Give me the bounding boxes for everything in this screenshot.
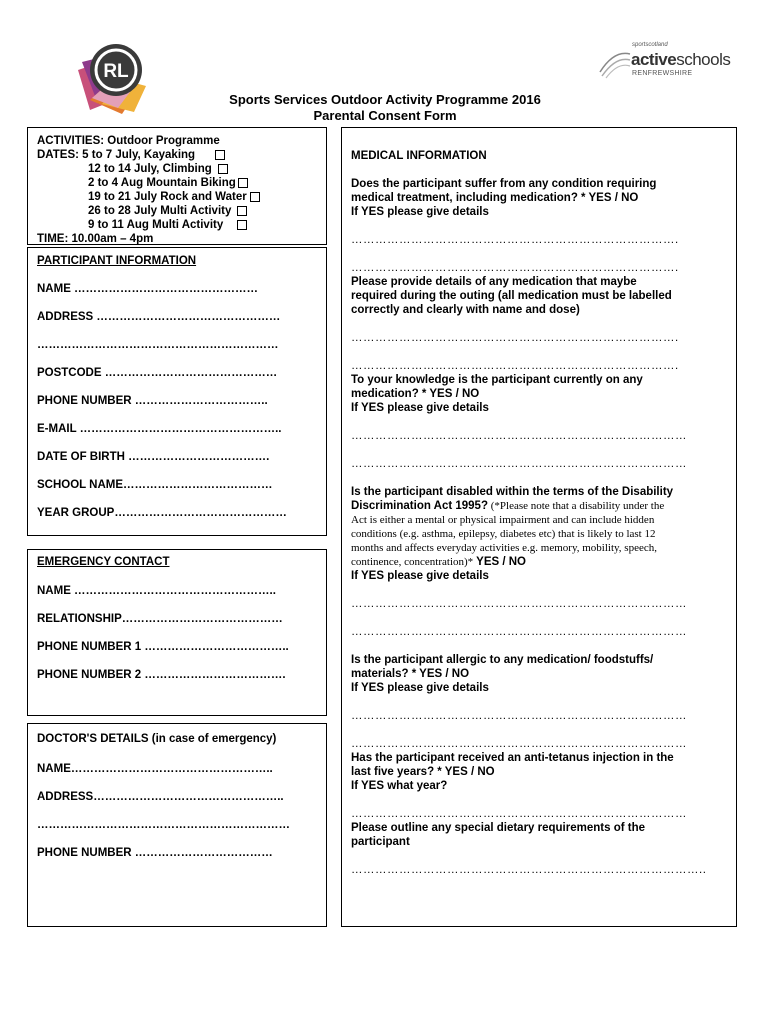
q4-line2 [351,500,664,512]
q5-line2: materials? * YES / NO [351,668,470,680]
q1-line3: If YES please give details [351,206,489,218]
q2-line1: Please provide details of any medication that maybe [351,276,637,288]
checkbox-rock-and-water[interactable] [250,192,260,202]
checkbox-kayaking[interactable] [215,150,225,160]
participant-school-field[interactable]: SCHOOL NAME………………………………… [37,479,273,491]
active-schools-region: RENFREWSHIRE [632,70,693,77]
checkbox-climbing[interactable] [218,164,228,174]
dates-row-0 [37,149,225,161]
active-schools-main-text [631,50,730,70]
q2-line2: required during the outing (all medication must be labelled [351,290,672,302]
q4-line2-bold: Discrimination Act 1995? [351,500,488,512]
dates-row-4 [88,205,247,217]
page-subtitle: Parental Consent Form [313,108,457,123]
q4-line6 [351,556,526,568]
q2-answer-line2[interactable]: ………………………………………………………………………. [351,360,679,372]
date-label-4: 26 to 28 July Multi Activity [88,205,232,217]
q3-answer-line2[interactable]: ………………………………………………………………………… [351,458,687,470]
q7-line2: participant [351,836,410,848]
q5-answer-line2[interactable]: ………………………………………………………………………… [351,738,687,750]
participant-email-field[interactable]: E-MAIL …………………………………………….. [37,423,282,435]
q5-line3: If YES please give details [351,682,489,694]
q4-line6-yesno: YES / NO [473,556,527,568]
emergency-name-field[interactable]: NAME …………………………………………….. [37,585,276,597]
participant-year-field[interactable]: YEAR GROUP……………………………………… [37,507,287,519]
q1-answer-line1[interactable]: ………………………………………………………………………. [351,234,679,246]
doctor-name-field[interactable]: NAME…………………………………………….. [37,763,273,775]
doctor-address-field[interactable]: ADDRESS………………………………………….. [37,791,284,803]
activities-section [27,127,327,245]
emergency-section [27,549,327,716]
q2-line3: correctly and clearly with name and dose) [351,304,580,316]
q6-answer-line[interactable]: ………………………………………………………………………… [351,808,687,820]
medical-heading: MEDICAL INFORMATION [351,150,487,162]
active-schools-small-text: sportscotland [632,42,668,48]
dates-row-2 [88,177,248,189]
checkbox-multi-activity-2[interactable] [237,220,247,230]
q6-line3: If YES what year? [351,780,448,792]
rl-logo-text: RL [103,61,129,82]
participant-address-line2[interactable]: ……………………………………………………… [37,339,279,351]
dates-row-1 [88,163,228,175]
q3-line3: If YES please give details [351,402,489,414]
q5-answer-line1[interactable]: ………………………………………………………………………… [351,710,687,722]
date-label-1: 12 to 14 July, Climbing [88,163,212,175]
q4-line1: Is the participant disabled within the terms of the Disability [351,486,674,498]
date-label-0: DATES: 5 to 7 July, Kayaking [37,149,196,161]
time-label: TIME: 10.00am – 4pm [37,233,154,245]
q2-answer-line1[interactable]: ………………………………………………………………………. [351,332,679,344]
q6-line2: last five years? * YES / NO [351,766,495,778]
q1-answer-line2[interactable]: ………………………………………………………………………. [351,262,679,274]
medical-section [341,127,737,927]
emergency-heading: EMERGENCY CONTACT [37,556,170,568]
q7-answer-line[interactable]: …………………………………………………………………………….. [351,864,707,876]
participant-section [27,247,327,536]
emergency-phone2-field[interactable]: PHONE NUMBER 2 ………………………………. [37,669,286,681]
q3-answer-line1[interactable]: ………………………………………………………………………… [351,430,687,442]
q4-line2-note: (*Please note that a disability under the [487,500,665,512]
participant-postcode-field[interactable]: POSTCODE ……………………………………… [37,367,278,379]
participant-name-field[interactable]: NAME ………………………………………… [37,283,259,295]
emergency-phone1-field[interactable]: PHONE NUMBER 1 ……………………………….. [37,641,289,653]
checkbox-mountain-biking[interactable] [238,178,248,188]
active-schools-logo [598,42,730,84]
active-schools-bold: active [631,50,677,69]
date-label-5: 9 to 11 Aug Multi Activity [88,219,224,231]
q1-line1: Does the participant suffer from any condition requiring [351,178,657,190]
activities-label: ACTIVITIES: Outdoor Programme [37,135,220,147]
q4-line4: conditions (e.g. asthma, epilepsy, diabetes etc) that is likely to last 12 [351,528,656,540]
q4-answer-line2[interactable]: ………………………………………………………………………… [351,626,687,638]
participant-heading: PARTICIPANT INFORMATION [37,255,197,267]
q4-line6-note: continence, concentration)* [351,556,474,568]
participant-phone-field[interactable]: PHONE NUMBER …………………………….. [37,395,268,407]
q7-line1: Please outline any special dietary requirements of the [351,822,645,834]
q4-line7: If YES please give details [351,570,489,582]
date-label-3: 19 to 21 July Rock and Water [88,191,247,203]
doctor-section [27,723,327,927]
q6-line1: Has the participant received an anti-tetanus injection in the [351,752,674,764]
participant-address-field[interactable]: ADDRESS ………………………………………… [37,311,281,323]
page-title: Sports Services Outdoor Activity Programme 2016 [229,92,541,107]
emergency-relationship-field[interactable]: RELATIONSHIP…………………………………… [37,613,283,625]
doctor-phone-field[interactable]: PHONE NUMBER ……………………………… [37,847,273,859]
doctor-address-line2[interactable]: ………………………………………………………… [37,819,290,831]
active-schools-light: schools [676,50,731,69]
q4-line5: months and affects everyday activities e.g. memory, mobility, speech, [351,542,657,554]
q3-line1: To your knowledge is the participant currently on any [351,374,643,386]
q1-line2: medical treatment, including medication? * YES / NO [351,192,639,204]
doctor-heading: DOCTOR'S DETAILS (in case of emergency) [37,733,277,745]
q5-line1: Is the participant allergic to any medication/ foodstuffs/ [351,654,654,666]
q4-answer-line1[interactable]: ………………………………………………………………………… [351,598,687,610]
q4-line3: Act is either a mental or physical impairment and can include hidden [351,514,655,526]
dates-row-5 [88,219,247,231]
date-label-2: 2 to 4 Aug Mountain Biking [88,177,236,189]
q3-line2: medication? * YES / NO [351,388,480,400]
participant-dob-field[interactable]: DATE OF BIRTH ………………………………. [37,451,270,463]
dates-row-3 [88,191,260,203]
checkbox-multi-activity-1[interactable] [237,206,247,216]
